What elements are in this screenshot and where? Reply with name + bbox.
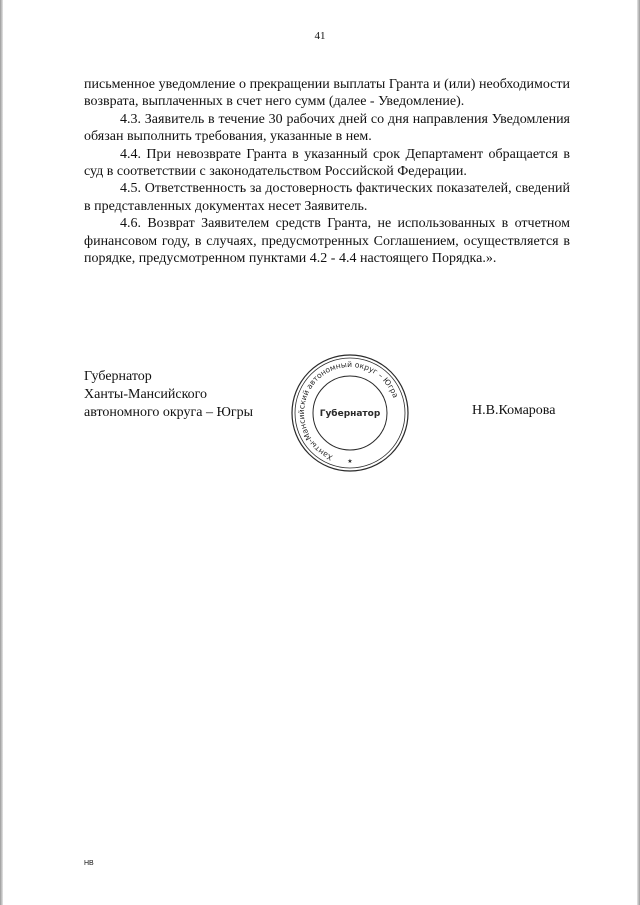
signer-name: Н.В.Комарова — [472, 403, 556, 418]
official-seal — [285, 352, 415, 474]
page-edge-left — [0, 0, 3, 905]
paragraph-4-6: 4.6. Возврат Заявителем средств Гранта, не использованных в отчетном финансовом году, в случаях, предусмотренных Соглашением, осуществляется в порядке, предусмотренном пунктами 4.2 - 4.4 настоящего Порядка.». — [84, 216, 570, 267]
seal-ring-text: Ханты-Мансийский автономный округ – Югра — [296, 359, 401, 463]
paragraph-4-5: 4.5. Ответственность за достоверность фактических показателей, сведений в представленных документах несет Заявитель. — [84, 181, 570, 214]
signer-title-line1: Губернатор — [84, 369, 152, 384]
signer-title-line2: Ханты-Мансийского — [84, 387, 208, 402]
seal-center-text: Губернатор — [319, 409, 381, 419]
footer-mark: НВ — [84, 860, 94, 867]
document-body — [84, 76, 570, 267]
seal-star-icon: ★ — [347, 458, 353, 465]
paragraph-4-3: 4.3. Заявитель в течение 30 рабочих дней со дня направления Уведомления обязан выполнить требования, указанные в нем. — [84, 111, 570, 145]
paragraph-4-4: 4.4. При невозврате Гранта в указанный срок Департамент обращается в суд в соответствии с законодательством Российской Федерации. — [84, 146, 570, 180]
paragraph-notification: письменное уведомление о прекращении выплаты Гранта и (или) необходимости возврата, выплаченных в счет него сумм (далее - Уведомление). — [84, 77, 570, 110]
page-number: 41 — [314, 30, 326, 42]
signer-title-line3: автономного округа – Югры — [84, 405, 253, 420]
signature-title-block — [84, 368, 253, 422]
